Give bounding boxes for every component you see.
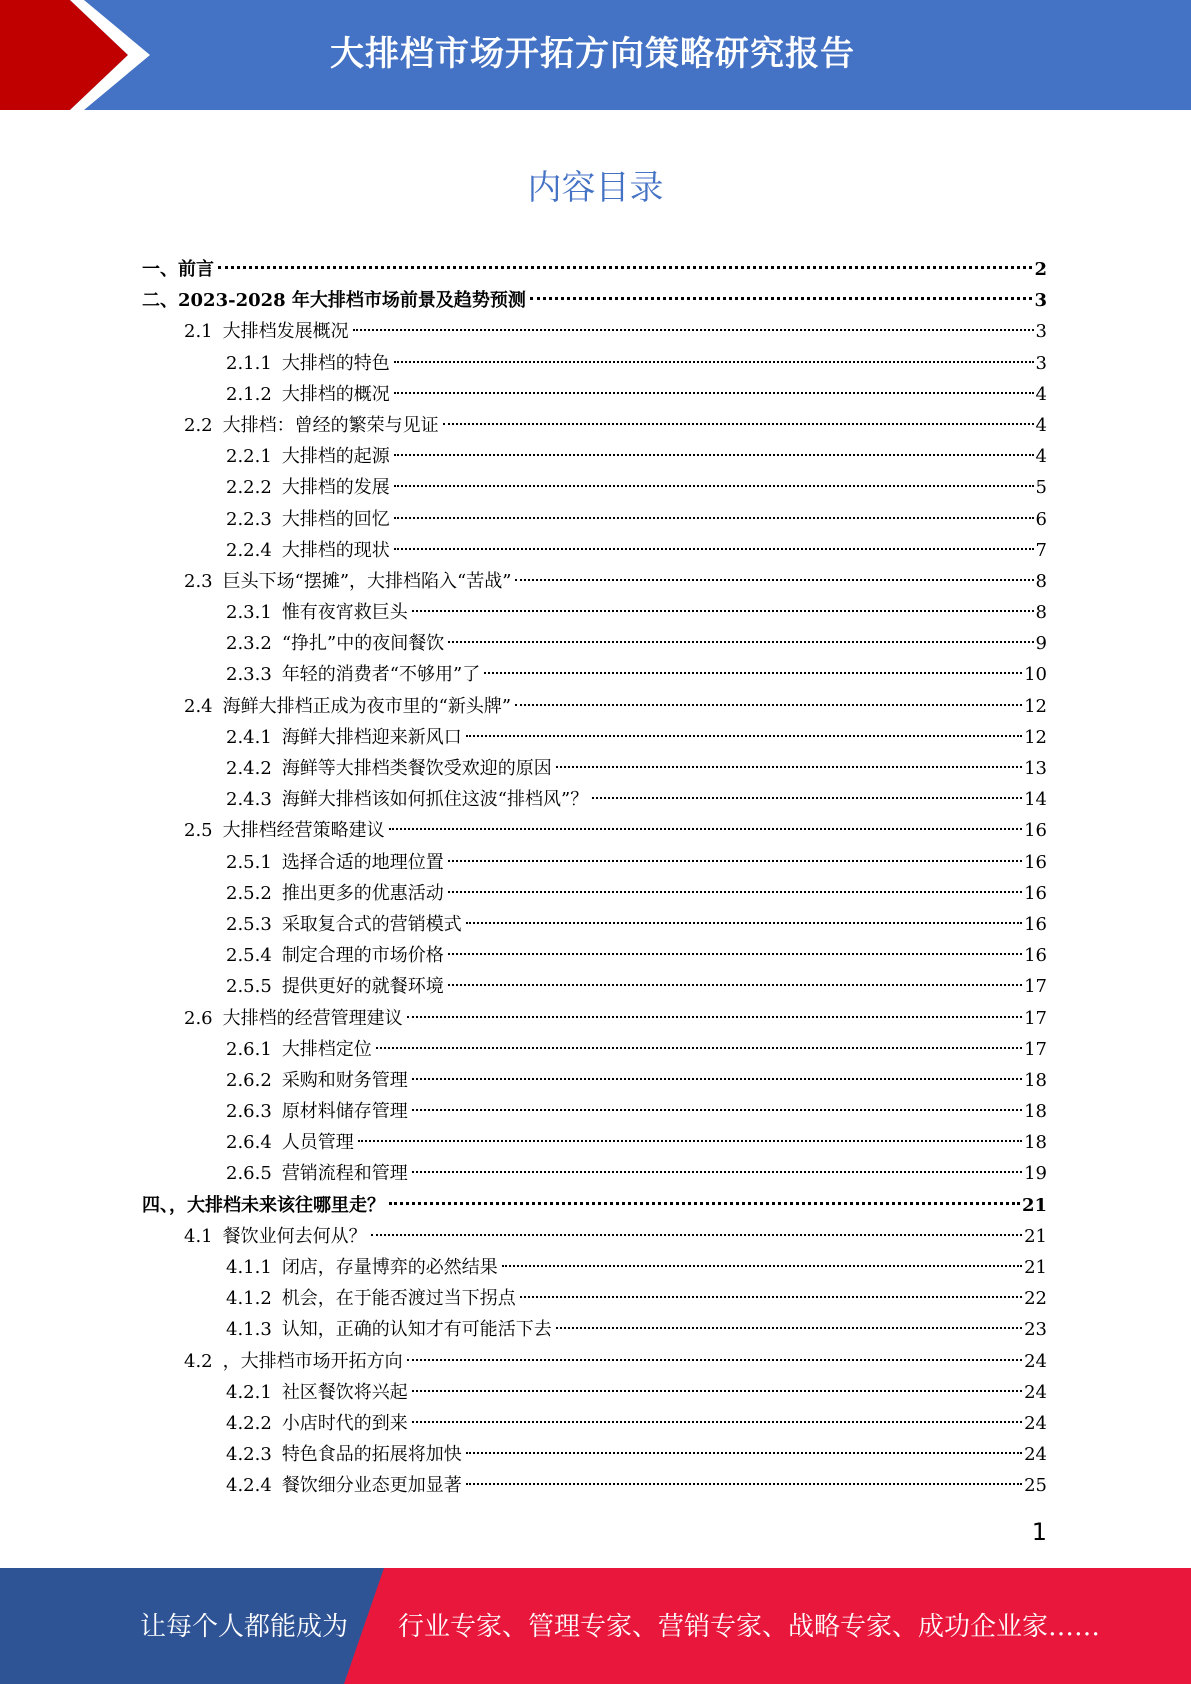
toc-entry-title: 大排档的起源 <box>281 446 390 468</box>
toc-entry[interactable] <box>142 659 1047 690</box>
toc-entry[interactable] <box>142 504 1047 535</box>
toc-entry[interactable] <box>142 1127 1047 1158</box>
toc-entry-number: 2.3.1 <box>226 602 272 624</box>
toc-entry-title: 人员管理 <box>281 1132 354 1154</box>
toc-dot-leader <box>466 1483 1022 1485</box>
toc-dot-leader <box>448 984 1022 986</box>
toc-entry[interactable] <box>142 1190 1047 1221</box>
toc-entry[interactable] <box>142 254 1047 285</box>
toc-dot-leader <box>412 1421 1022 1423</box>
toc-entry-number: 2.5.4 <box>226 945 272 967</box>
toc-dot-leader <box>448 953 1022 955</box>
toc-entry-number: 4.2 <box>184 1350 213 1372</box>
toc-entry-number: 2.6.1 <box>226 1038 272 1060</box>
toc-dot-leader <box>412 1109 1022 1111</box>
toc-entry-page: 2 <box>1034 259 1047 280</box>
page-number: 1 <box>1031 1518 1047 1546</box>
toc-entry-number: 四、，大排档未来该往哪里走？ <box>142 1194 385 1216</box>
header-title: 大排档市场开拓方向策略研究报告 <box>330 34 855 74</box>
toc-entry[interactable] <box>142 691 1047 722</box>
toc-dot-leader <box>407 1016 1022 1018</box>
toc-entry-page: 12 <box>1024 726 1047 748</box>
toc-entry[interactable] <box>142 971 1047 1002</box>
toc-entry-title: 社区餐饮将兴起 <box>281 1381 408 1403</box>
toc-entry-number: 4.1 <box>184 1225 213 1247</box>
toc-entry-title: 认知，正确的认知才有可能活下去 <box>281 1319 552 1341</box>
footer-slogan-right: 行业专家、管理专家、营销专家、战略专家、成功企业家…… <box>398 1612 1101 1642</box>
toc-entry-page: 4 <box>1035 383 1047 405</box>
toc-dot-leader <box>484 672 1022 674</box>
toc-entry-number: 2.2 <box>184 414 213 436</box>
toc-entry[interactable] <box>142 1439 1047 1470</box>
toc-entry-title: 大排档的经营管理建议 <box>222 1007 403 1029</box>
toc-entry-page: 21 <box>1024 1225 1047 1247</box>
toc-entry-number: 2.4.1 <box>226 726 272 748</box>
toc-entry-number: 2.6 <box>184 1007 213 1029</box>
toc-entry-page: 21 <box>1021 1194 1047 1216</box>
toc-entry[interactable] <box>142 1377 1047 1408</box>
toc-entry-number: 2.6.3 <box>226 1101 272 1123</box>
toc-dot-leader <box>466 1452 1022 1454</box>
toc-entry[interactable] <box>142 1003 1047 1034</box>
toc-dot-leader <box>389 1202 1020 1205</box>
toc-entry-page: 22 <box>1024 1288 1047 1310</box>
toc-entry-number: 2.2.2 <box>226 477 272 499</box>
toc-entry-title: 选择合适的地理位置 <box>281 851 444 873</box>
toc-entry-number: 4.1.1 <box>226 1257 272 1278</box>
toc-dot-leader <box>502 1265 1022 1267</box>
toc-entry-page: 18 <box>1024 1069 1047 1091</box>
toc-entry-title: 惟有夜宵救巨头 <box>281 602 408 624</box>
toc-entry[interactable] <box>142 1034 1047 1065</box>
toc-dot-leader <box>376 1047 1022 1049</box>
toc-title: 内容目录 <box>527 168 664 208</box>
toc-entry-title: 大排档的概况 <box>281 383 390 405</box>
toc-dot-leader <box>394 485 1034 487</box>
toc-entry[interactable] <box>142 316 1047 347</box>
toc-entry[interactable] <box>142 1408 1047 1439</box>
toc-entry[interactable] <box>142 566 1047 597</box>
toc-entry-number: 2.6.5 <box>226 1163 272 1185</box>
toc-entry-page: 16 <box>1024 913 1047 935</box>
toc-entry-page: 24 <box>1024 1412 1047 1434</box>
toc-entry[interactable] <box>142 847 1047 878</box>
toc-entry-page: 13 <box>1024 758 1047 779</box>
toc-entry[interactable] <box>142 348 1047 379</box>
toc-entry-title: 海鲜大排档迎来新风口 <box>281 726 462 748</box>
toc-dot-leader <box>394 548 1034 550</box>
toc-entry-page: 24 <box>1024 1444 1047 1466</box>
toc-dot-leader <box>530 297 1033 300</box>
toc-entry-page: 8 <box>1035 602 1047 624</box>
toc-entry[interactable] <box>142 628 1047 659</box>
toc-entry-title: 大排档的发展 <box>281 477 390 499</box>
toc-dot-leader <box>394 454 1034 456</box>
page-footer <box>0 1568 1191 1684</box>
toc-entry[interactable] <box>142 878 1047 909</box>
toc-entry[interactable] <box>142 472 1047 503</box>
toc-entry[interactable] <box>142 1252 1047 1283</box>
toc-entry-number: 2.5.3 <box>226 913 272 935</box>
toc-entry-number: 4.2.4 <box>226 1475 272 1497</box>
toc-entry-title: 特色食品的拓展将加快 <box>281 1444 462 1466</box>
toc-entry-title: 大排档：曾经的繁荣与见证 <box>222 414 439 436</box>
toc-entry-title: 大排档经营策略建议 <box>222 820 385 842</box>
toc-entry[interactable] <box>142 441 1047 472</box>
toc-entry[interactable] <box>142 1470 1047 1501</box>
toc-dot-leader <box>443 423 1034 425</box>
toc-entry-number: 4.2.1 <box>226 1381 272 1403</box>
toc-entry-number: 2.5.5 <box>226 976 272 998</box>
toc-entry[interactable] <box>142 1158 1047 1189</box>
toc-dot-leader <box>556 766 1022 768</box>
toc-dot-leader <box>556 1327 1022 1329</box>
toc-entry-number: 2.4.3 <box>226 789 272 811</box>
toc-dot-leader <box>394 517 1034 519</box>
toc-entry-page: 12 <box>1024 695 1047 717</box>
toc-entry-title: 推出更多的优惠活动 <box>281 882 444 904</box>
toc-entry-number: 2.6.2 <box>226 1069 272 1091</box>
toc-entry-page: 18 <box>1024 1101 1047 1123</box>
toc-entry-number: 4.1.3 <box>226 1319 272 1341</box>
toc-entry-number: 2.4.2 <box>226 758 272 779</box>
toc-entry-title: 小店时代的到来 <box>281 1412 408 1434</box>
toc-entry-page: 16 <box>1024 820 1047 842</box>
toc-entry[interactable] <box>142 535 1047 566</box>
toc-entry-number: 二、2023-2028 年大排档市场前景及趋势预测 <box>142 290 526 312</box>
toc-entry-page: 10 <box>1024 664 1047 686</box>
toc-entry-title: 海鲜大排档正成为夜市里的“新头牌” <box>222 695 512 717</box>
toc-entry-title: 闭店，存量博弈的必然结果 <box>281 1257 498 1278</box>
toc-entry[interactable] <box>142 940 1047 971</box>
toc-entry-title: 餐饮细分业态更加显著 <box>281 1475 462 1497</box>
toc-dot-leader <box>448 641 1033 643</box>
toc-entry-page: 24 <box>1024 1381 1047 1403</box>
toc-entry-page: 3 <box>1035 352 1047 374</box>
toc-entry-title: 海鲜大排档该如何抓住这波“排档风”？ <box>281 789 589 811</box>
toc-entry-page: 17 <box>1024 976 1047 998</box>
toc-entry-title: 机会，在于能否渡过当下拐点 <box>281 1288 516 1310</box>
toc-dot-leader <box>412 1390 1022 1392</box>
toc-entry-title: 原材料储存管理 <box>281 1101 408 1123</box>
toc-entry-page: 19 <box>1024 1163 1047 1185</box>
toc-entry-number: 2.5.2 <box>226 882 272 904</box>
toc-entry-number: 2.2.3 <box>226 508 272 530</box>
toc-entry[interactable] <box>142 1096 1047 1127</box>
toc-entry-page: 17 <box>1024 1007 1047 1029</box>
toc-entry[interactable] <box>142 379 1047 410</box>
toc-entry-number: 2.5.1 <box>226 851 272 873</box>
toc-entry[interactable] <box>142 1065 1047 1096</box>
toc-dot-leader <box>412 610 1034 612</box>
toc-dot-leader <box>515 704 1022 706</box>
toc-entry[interactable] <box>142 285 1047 316</box>
toc-entry-title: 大排档发展概况 <box>222 321 349 343</box>
toc-entry[interactable] <box>142 753 1047 784</box>
page-header <box>0 0 1191 110</box>
toc-entry[interactable] <box>142 597 1047 628</box>
toc-entry-number: 4.2.2 <box>226 1412 272 1434</box>
toc-entry-title: 大排档的回忆 <box>281 508 390 530</box>
toc-dot-leader <box>407 1359 1022 1361</box>
toc-dot-leader <box>389 828 1022 830</box>
toc-entry-page: 21 <box>1024 1257 1047 1278</box>
toc-dot-leader <box>218 266 1032 269</box>
toc-entry-page: 4 <box>1035 414 1047 436</box>
toc-entry-title: 大排档定位 <box>281 1038 372 1060</box>
toc-entry-page: 17 <box>1024 1038 1047 1060</box>
toc-entry[interactable] <box>142 1221 1047 1252</box>
toc-entry[interactable] <box>142 784 1047 815</box>
toc-entry-page: 9 <box>1035 633 1047 655</box>
footer-slogan-left: 让每个人都能成为 <box>140 1612 349 1642</box>
toc-entry-title: 采取复合式的营销模式 <box>281 913 462 935</box>
toc-dot-leader <box>358 1140 1022 1142</box>
toc-dot-leader <box>371 1234 1022 1236</box>
toc-dot-leader <box>466 735 1022 737</box>
toc-dot-leader <box>353 329 1034 331</box>
table-of-contents <box>142 254 1047 1502</box>
toc-entry-number: 4.1.2 <box>226 1288 272 1310</box>
toc-entry-page: 24 <box>1024 1350 1047 1372</box>
toc-entry-number: 2.5 <box>184 820 213 842</box>
toc-entry-page: 25 <box>1024 1475 1047 1497</box>
toc-entry-page: 16 <box>1024 945 1047 967</box>
toc-entry-number: 2.1.2 <box>226 383 272 405</box>
toc-dot-leader <box>412 1171 1022 1173</box>
toc-entry-number: 2.1 <box>184 321 213 343</box>
toc-entry-page: 23 <box>1024 1319 1047 1341</box>
toc-dot-leader <box>448 891 1022 893</box>
toc-entry[interactable] <box>142 1314 1047 1345</box>
toc-entry-number: 2.4 <box>184 695 213 717</box>
toc-entry[interactable] <box>142 815 1047 846</box>
toc-dot-leader <box>448 860 1022 862</box>
toc-dot-leader <box>394 392 1034 394</box>
toc-entry-page: 16 <box>1024 851 1047 873</box>
toc-entry-title: “挣扎”中的夜间餐饮 <box>281 633 445 655</box>
toc-entry-title: 海鲜等大排档类餐饮受欢迎的原因 <box>281 758 552 779</box>
toc-entry[interactable] <box>142 722 1047 753</box>
toc-entry-title: 大排档的现状 <box>281 539 390 561</box>
toc-entry-number: 4.2.3 <box>226 1444 272 1466</box>
toc-entry-title: 营销流程和管理 <box>281 1163 408 1185</box>
toc-entry[interactable] <box>142 909 1047 940</box>
toc-entry-title: 餐饮业何去何从？ <box>222 1225 367 1247</box>
toc-entry-number: 一、前言 <box>142 259 214 280</box>
toc-entry-page: 6 <box>1035 508 1047 530</box>
toc-entry-page: 8 <box>1035 570 1047 592</box>
toc-entry-page: 7 <box>1035 539 1047 561</box>
toc-dot-leader <box>520 1296 1022 1298</box>
toc-entry-title: 巨头下场“摆摊”，大排档陷入“苦战” <box>222 570 512 592</box>
toc-entry-title: 提供更好的就餐环境 <box>281 976 444 998</box>
toc-entry-page: 18 <box>1024 1132 1047 1154</box>
toc-entry-number: 2.3.2 <box>226 633 272 655</box>
toc-entry-number: 2.2.1 <box>226 446 272 468</box>
toc-entry[interactable] <box>142 1283 1047 1314</box>
toc-entry-title: 制定合理的市场价格 <box>281 945 444 967</box>
toc-dot-leader <box>466 922 1022 924</box>
toc-entry-number: 2.1.1 <box>226 352 272 374</box>
toc-entry-number: 2.2.4 <box>226 539 272 561</box>
toc-entry-title: 大排档的特色 <box>281 352 390 374</box>
toc-entry-title: 年轻的消费者“不够用”了 <box>281 664 481 686</box>
toc-entry[interactable] <box>142 1346 1047 1377</box>
toc-dot-leader <box>592 797 1022 799</box>
toc-entry-number: 2.6.4 <box>226 1132 272 1154</box>
toc-entry-title: 采购和财务管理 <box>281 1069 408 1091</box>
toc-dot-leader <box>394 361 1034 363</box>
toc-entry-page: 4 <box>1035 446 1047 468</box>
toc-entry[interactable] <box>142 410 1047 441</box>
toc-entry-page: 14 <box>1024 789 1047 811</box>
toc-dot-leader <box>412 1078 1022 1080</box>
toc-entry-title: ，大排档市场开拓方向 <box>222 1350 403 1372</box>
toc-dot-leader <box>515 579 1033 581</box>
toc-entry-page: 5 <box>1035 477 1047 499</box>
toc-entry-page: 16 <box>1024 882 1047 904</box>
toc-entry-page: 3 <box>1035 321 1047 343</box>
toc-entry-number: 2.3 <box>184 570 213 592</box>
toc-entry-page: 3 <box>1034 290 1047 312</box>
toc-entry-number: 2.3.3 <box>226 664 272 686</box>
